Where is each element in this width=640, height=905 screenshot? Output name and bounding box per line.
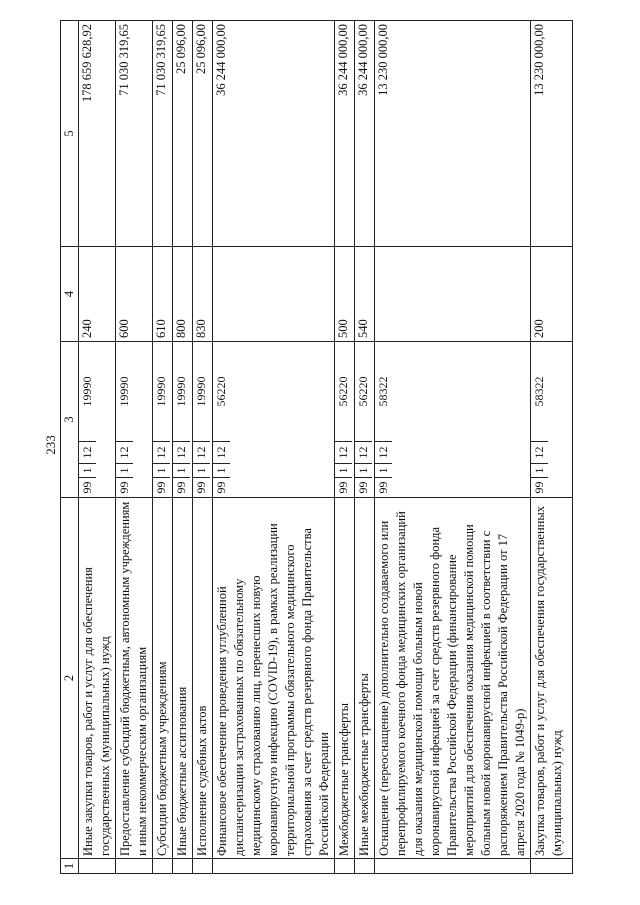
row-expense-type-cell: [355, 247, 375, 342]
code-main-event: 12: [531, 441, 548, 463]
code-direction: 56220: [356, 376, 370, 407]
row-name: Оснащение (переоснащение) дополнительно создаваемого или перепрофилируемого коечного фонда медицинских организаций для оказания медицинской помощи больным новой коронавирусной инфекцией за счет средств резервного фонда Правительства Российской Федерации (финансирование мероприятий для обеспечения оказания медицинской помощи больным новой коронавирусной инфекцией в соответствии с распоряжением Правительства Российской Федерации от 17 апреля 2020 года № 1049-р): [377, 511, 527, 856]
row-code-cell: [193, 342, 213, 498]
row-sum-cell: [153, 21, 173, 247]
header-row: [61, 21, 79, 874]
row-sum-cell: [173, 21, 193, 247]
code-subprogram: 1: [116, 463, 133, 477]
table-row: [79, 21, 116, 874]
code-subprogram: 1: [335, 463, 352, 477]
code-program: 99: [335, 477, 352, 497]
row-sum: 13 230 000,00: [532, 24, 546, 96]
row-expense-type-cell: [79, 247, 116, 342]
header-col-4: 4: [61, 247, 79, 342]
header-col-3: 3: [61, 342, 79, 498]
header-col-5: 5: [61, 21, 79, 247]
row-sum-cell: [213, 21, 335, 247]
expense-type: 500: [336, 319, 350, 338]
row-code-cell: [213, 342, 335, 498]
budget-table: [60, 20, 573, 874]
table-row: [173, 21, 193, 874]
row-name-cell: [79, 498, 116, 859]
code-program: 99: [79, 477, 96, 497]
row-code-cell: [531, 342, 573, 498]
row-sum-cell: [531, 21, 573, 247]
code-program: 99: [355, 477, 372, 497]
code-main-event: 12: [79, 441, 96, 463]
row-name: Иные межбюджетные трансферты: [357, 673, 371, 856]
row-sum-cell: [375, 21, 531, 247]
code-program: 99: [116, 477, 133, 497]
code-subprogram: 1: [153, 463, 170, 477]
table-row: [355, 21, 375, 874]
row-sum: 25 096,00: [194, 24, 208, 74]
code-main-event: 12: [213, 441, 230, 463]
page-number: 233: [43, 435, 58, 455]
code-direction: 19990: [194, 376, 208, 407]
row-sum: 71 030 319,65: [117, 24, 131, 96]
row-sum: 36 244 000,00: [214, 24, 228, 96]
code-subprogram: 1: [79, 463, 96, 477]
row-code-cell: [355, 342, 375, 498]
table-row: [531, 21, 573, 874]
code-program: 99: [173, 477, 190, 497]
table-row: [375, 21, 531, 874]
row-sum-cell: [79, 21, 116, 247]
code-main-event: 12: [153, 441, 170, 463]
code-program: 99: [375, 477, 392, 497]
row-code-cell: [335, 342, 355, 498]
code-direction: 19990: [174, 376, 188, 407]
row-sum: 25 096,00: [174, 24, 188, 74]
row-index-cell: [213, 859, 335, 874]
code-program: 99: [213, 477, 230, 497]
row-sum-cell: [193, 21, 213, 247]
row-code-cell: [153, 342, 173, 498]
row-code-cell: [375, 342, 531, 498]
table-row: [193, 21, 213, 874]
row-name-cell: [531, 498, 573, 859]
row-sum-cell: [355, 21, 375, 247]
code-direction: 19990: [154, 376, 168, 407]
code-main-event: 12: [335, 441, 352, 463]
row-expense-type-cell: [335, 247, 355, 342]
code-subprogram: 1: [375, 463, 392, 477]
row-sum: 178 659 628,92: [80, 24, 94, 103]
code-direction: 58322: [376, 376, 390, 407]
code-subprogram: 1: [193, 463, 210, 477]
table-body: [79, 21, 573, 874]
row-name-cell: [193, 498, 213, 859]
row-index-cell: [153, 859, 173, 874]
code-subprogram: 1: [355, 463, 372, 477]
row-name: Предоставление субсидий бюджетным, автономным учреждениям и иным некоммерческим организациям: [118, 501, 149, 856]
code-main-event: 12: [173, 441, 190, 463]
code-subprogram: 1: [213, 463, 230, 477]
row-name-cell: [173, 498, 193, 859]
row-name: Иные закупки товаров, работ и услуг для обеспечения государственных (муниципальных) нужд: [81, 567, 112, 856]
code-main-event: 12: [355, 441, 372, 463]
code-program: 99: [193, 477, 210, 497]
code-main-event: 12: [116, 441, 133, 463]
row-sum: 36 244 000,00: [356, 24, 370, 96]
row-expense-type-cell: [193, 247, 213, 342]
row-code-cell: [173, 342, 193, 498]
code-direction: 56220: [336, 376, 350, 407]
row-index-cell: [355, 859, 375, 874]
code-subprogram: 1: [173, 463, 190, 477]
code-program: 99: [153, 477, 170, 497]
row-expense-type-cell: [213, 247, 335, 342]
row-sum-cell: [116, 21, 153, 247]
row-name-cell: [213, 498, 335, 859]
row-expense-type-cell: [531, 247, 573, 342]
row-name-cell: [375, 498, 531, 859]
row-name-cell: [153, 498, 173, 859]
expense-type: 540: [356, 319, 370, 338]
row-name: Субсидии бюджетным учреждениям: [155, 661, 169, 856]
code-main-event: 12: [193, 441, 210, 463]
row-index-cell: [375, 859, 531, 874]
row-name: Закупка товаров, работ и услуг для обеспечения государственных (муниципальных) нужд: [533, 505, 564, 856]
row-index-cell: [116, 859, 153, 874]
row-index-cell: [79, 859, 116, 874]
code-direction: 19990: [117, 376, 131, 407]
expense-type: 610: [154, 319, 168, 338]
expense-type: 830: [194, 319, 208, 338]
expense-type: 600: [117, 319, 131, 338]
row-name: Исполнение судебных актов: [195, 705, 209, 856]
table-row: [335, 21, 355, 874]
code-subprogram: 1: [531, 463, 548, 477]
code-direction: 58322: [532, 376, 546, 407]
row-name-cell: [116, 498, 153, 859]
row-code-cell: [116, 342, 153, 498]
row-index-cell: [531, 859, 573, 874]
code-direction: 19990: [80, 376, 94, 407]
header-col-2: 2: [61, 498, 79, 859]
row-index-cell: [193, 859, 213, 874]
row-name: Финансовое обеспечение проведения углубленной диспансеризации застрахованных по обязательному медицинскому страхованию лиц, перенесших новую коронавирусную инфекцию (COVID-19), в рамках реализации территориальной программы обязательного медицинского страхования за счет средств резервного фонда Правительства Российской Федерации: [215, 523, 331, 856]
row-name-cell: [355, 498, 375, 859]
row-name: Межбюджетные трансферты: [337, 702, 351, 856]
row-sum: 13 230 000,00: [376, 24, 390, 96]
header-col-1: 1: [61, 859, 79, 874]
row-sum: 71 030 319,65: [154, 24, 168, 96]
expense-type: 200: [532, 319, 546, 338]
table-row: [213, 21, 335, 874]
expense-type: 240: [80, 319, 94, 338]
row-name-cell: [335, 498, 355, 859]
row-sum-cell: [335, 21, 355, 247]
row-index-cell: [173, 859, 193, 874]
code-main-event: 12: [375, 441, 392, 463]
row-expense-type-cell: [375, 247, 531, 342]
expense-type: 800: [174, 319, 188, 338]
row-expense-type-cell: [116, 247, 153, 342]
code-direction: 56220: [214, 376, 228, 407]
code-program: 99: [531, 477, 548, 497]
row-index-cell: [335, 859, 355, 874]
row-expense-type-cell: [173, 247, 193, 342]
row-sum: 36 244 000,00: [336, 24, 350, 96]
table-row: [116, 21, 153, 874]
row-name: Иные бюджетные ассигнования: [175, 686, 189, 856]
row-code-cell: [79, 342, 116, 498]
row-expense-type-cell: [153, 247, 173, 342]
table-row: [153, 21, 173, 874]
